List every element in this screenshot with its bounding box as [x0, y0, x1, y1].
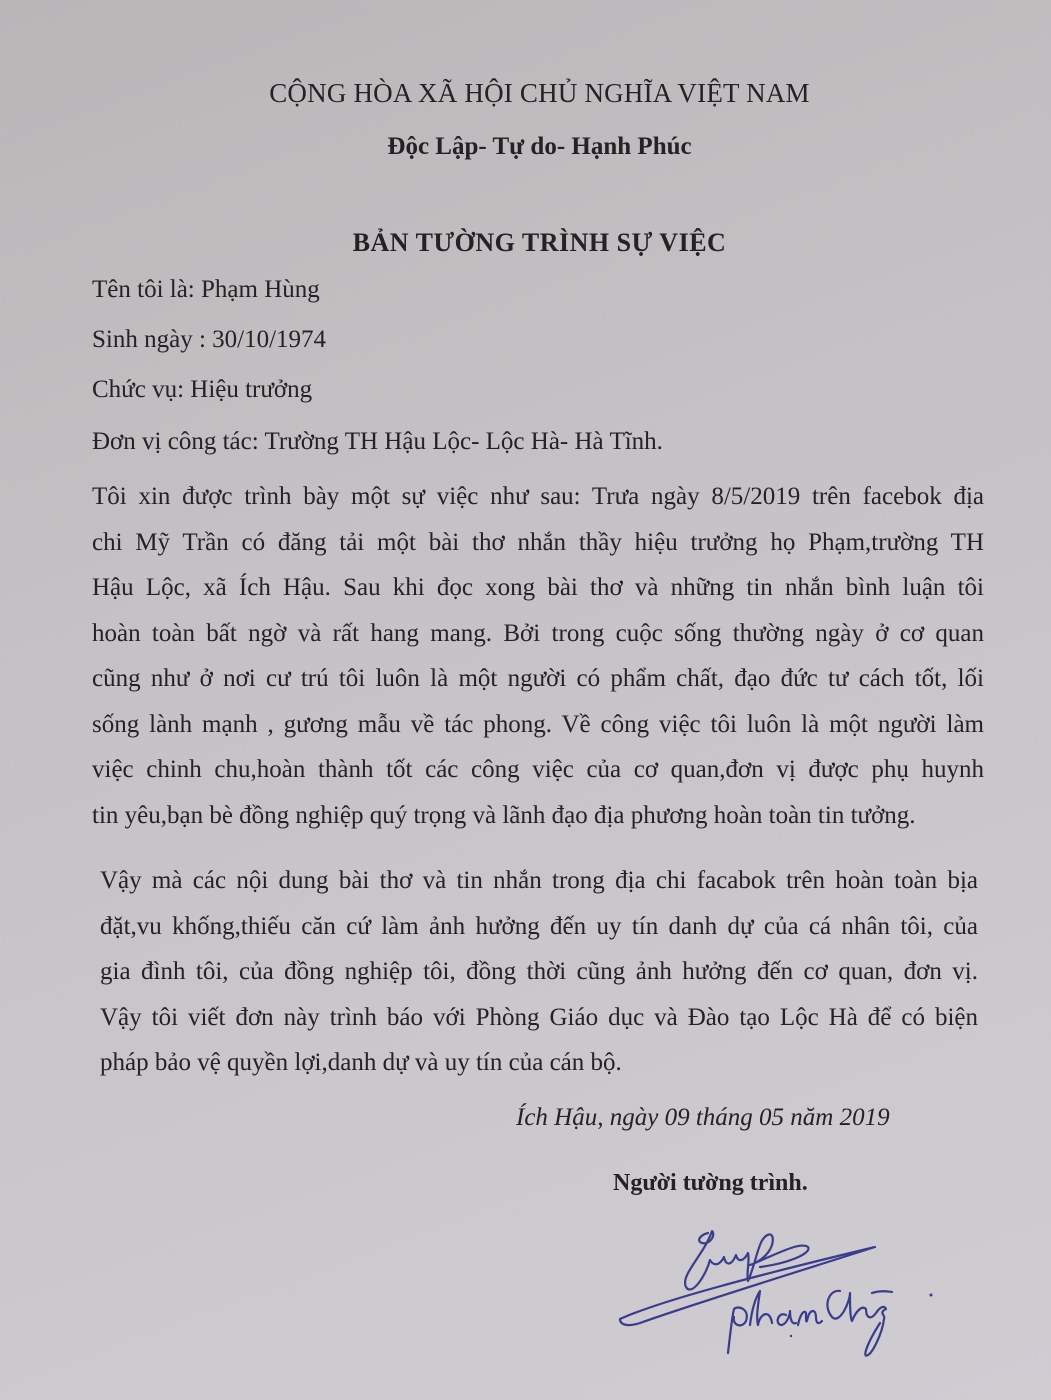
- text-line: Vậy tôi viết đơn này trình báo với Phòng Giáo dục và Đào tạo Lộc Hà để có biện: [100, 1003, 978, 1031]
- field-workplace: Đơn vị công tác: Trường TH Hậu Lộc- Lộc Hà- Hà Tĩnh.: [92, 428, 663, 455]
- text-line: tin yêu,bạn bè đồng nghiệp quý trọng và lãnh đạo địa phương hoàn toàn tin tưởng.: [92, 801, 916, 829]
- text-line: Tôi xin được trình bày một sự việc như sau: Trưa ngày 8/5/2019 trên facebok địa: [92, 483, 984, 510]
- signer-label: Người tường trình.: [613, 1170, 808, 1196]
- text-line: pháp bảo vệ quyền lợi,danh dự và uy tín của cán bộ.: [100, 1049, 622, 1076]
- handwritten-signature: [600, 1205, 960, 1375]
- text-line: sống lành mạnh , gương mẫu về tác phong. Về công việc tôi luôn là một người làm: [92, 710, 984, 738]
- text-line: đặt,vu khống,thiếu căn cứ làm ảnh hưởng đến uy tín danh dự của cá nhân tôi, của: [100, 912, 978, 940]
- paragraph-request: [100, 858, 978, 1086]
- paragraph-statement: [92, 474, 984, 838]
- national-motto: Độc Lập- Tự do- Hạnh Phúc: [387, 133, 692, 160]
- text-line: chi Mỹ Trần có đăng tải một bài thơ nhắn thầy hiệu trưởng họ Phạm,trường TH: [92, 528, 984, 556]
- field-position: Chức vụ: Hiệu trưởng: [92, 376, 313, 403]
- field-birthdate: Sinh ngày : 30/10/1974: [92, 326, 327, 353]
- text-line: Hậu Lộc, xã Ích Hậu. Sau khi đọc xong bài thơ và những tin nhắn bình luận tôi: [92, 574, 984, 601]
- text-line: việc chinh chu,hoàn thành tốt các công việc của cơ quan,đơn vị được phụ huynh: [92, 756, 984, 783]
- document-title: BẢN TƯỜNG TRÌNH SỰ VIỆC: [352, 228, 727, 257]
- text-line: Vậy mà các nội dung bài thơ và tin nhắn trong địa chi facabok trên hoàn toàn bịa: [100, 867, 978, 894]
- text-line: hoàn toàn bất ngờ và rất hang mang. Bởi trong cuộc sống thường ngày ở cơ quan: [92, 619, 984, 647]
- place-and-date: Ích Hậu, ngày 09 tháng 05 năm 2019: [516, 1104, 890, 1131]
- national-header: CỘNG HÒA XÃ HỘI CHỦ NGHĨA VIỆT NAM: [269, 78, 810, 108]
- field-name: Tên tôi là: Phạm Hùng: [92, 276, 320, 303]
- text-line: gia đình tôi, của đồng nghiệp tôi, đồng thời cũng ảnh hưởng đến cơ quan, đơn vị.: [100, 958, 978, 985]
- text-line: cũng như ở nơi cư trú tôi luôn là một người có phẩm chất, đạo đức tư cách tốt, lối: [92, 665, 984, 692]
